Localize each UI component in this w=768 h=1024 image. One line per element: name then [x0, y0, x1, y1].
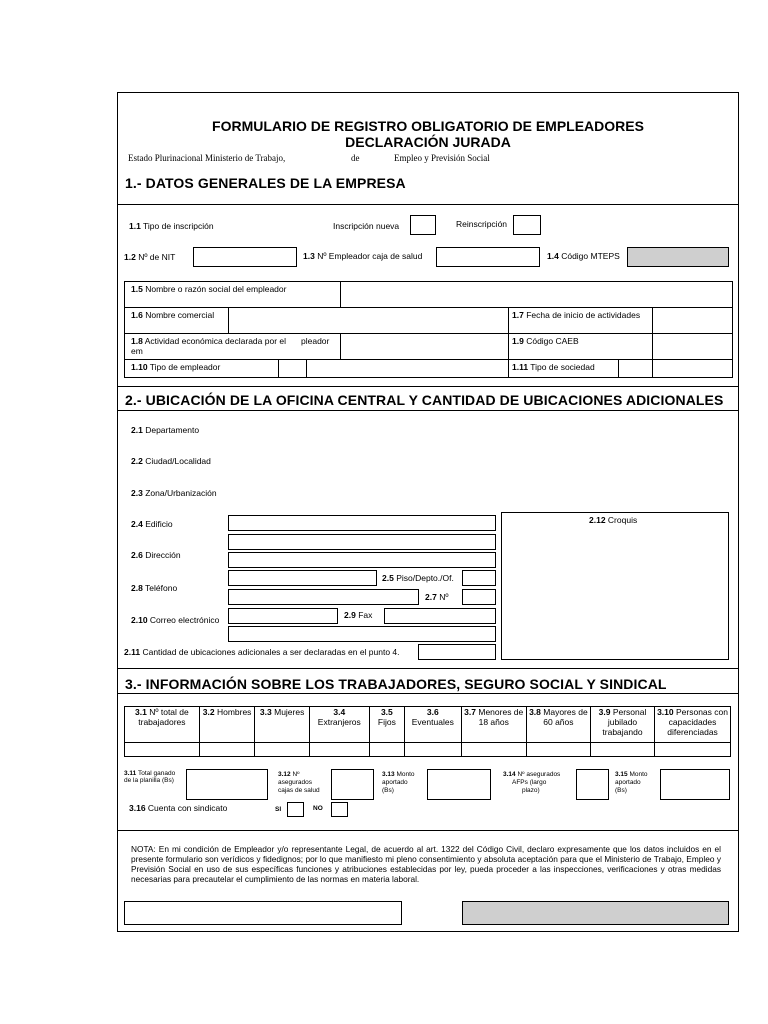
- field-label-3-12-c: cajas de salud: [278, 787, 320, 794]
- field-label-1-11: 1.11 Tipo de sociedad: [512, 362, 595, 372]
- column-number: 3.7: [464, 707, 476, 717]
- field-label-3-13: 3.13 Monto: [382, 771, 415, 778]
- grid-line: [618, 359, 619, 378]
- numero-input[interactable]: [462, 589, 496, 605]
- field-label-3-14-b: AFPs (largo: [512, 779, 547, 786]
- column-number: 3.2: [202, 707, 215, 717]
- column-header-3-4: [309, 707, 369, 743]
- section-1-title: 1.- DATOS GENERALES DE LA EMPRESA: [125, 175, 406, 191]
- grid-line: [508, 307, 509, 378]
- grid-line: [340, 333, 341, 359]
- field-label-1-1: 1.1 Tipo de inscripción: [129, 221, 214, 231]
- field-label-3-11: 3.11 Total ganado: [124, 770, 176, 777]
- checkbox-sindicato-no[interactable]: [331, 802, 348, 817]
- grid-line: [124, 359, 733, 360]
- field-label-1-5: 1.5 Nombre o razón social del empleador: [131, 284, 287, 294]
- official-stamp-field: [462, 901, 729, 925]
- label-si: SI: [275, 806, 282, 813]
- total-ganado-input[interactable]: [186, 769, 268, 800]
- column-header-3-1: [125, 707, 200, 743]
- column-number: 3.9: [598, 707, 611, 717]
- ministry-text-b: de: [351, 153, 360, 163]
- asegurados-afp-input[interactable]: [576, 769, 609, 800]
- column-header-3-5: [369, 707, 404, 743]
- column-label: Fijos: [377, 717, 396, 727]
- column-number: 3.6: [426, 707, 439, 717]
- legal-note: NOTA: En mi condición de Empleador y/o representante Legal, de acuerdo al art. 1322 del Código Civil, declaro expresamente que los datos incluidos en el presente formulario son verídicos y fidedignos; por lo que manifiesto mi pleno consentimiento y absoluta aceptación para que el Ministerio de Trabajo, Empleo y Previsión Social en uso de sus específicas funciones y atribuciones establecidas por ley, pueda proceder a las inspecciones, verificaciones y otras medidas necesarias para precautelar el cumplimiento de las normas en materia laboral.: [131, 844, 721, 884]
- table-cell-input[interactable]: [526, 743, 590, 757]
- field-label-2-5: 2.5 Piso/Depto./Of.: [382, 573, 454, 583]
- fax-input[interactable]: [384, 608, 496, 624]
- monto-afp-input[interactable]: [660, 769, 730, 800]
- label-inscripcion-nueva: Inscripción nueva: [333, 221, 400, 231]
- field-label-3-15-c: (Bs): [615, 787, 627, 794]
- field-label-2-10: 2.10 Correo electrónico: [131, 615, 220, 625]
- asegurados-cajas-input[interactable]: [331, 769, 374, 800]
- divider: [117, 668, 739, 669]
- grid-line: [306, 359, 307, 378]
- field-label-3-12-b: asegurados: [278, 779, 312, 786]
- column-label: Personal jubilado trabajando: [602, 707, 647, 737]
- section-2-title: 2.- UBICACIÓN DE LA OFICINA CENTRAL Y CANTIDAD DE UBICACIONES ADICIONALES: [125, 392, 724, 408]
- table-header-row: [125, 707, 731, 743]
- direccion-input-2[interactable]: [228, 552, 496, 568]
- grid-line: [228, 307, 229, 333]
- column-header-3-8: [526, 707, 590, 743]
- field-label-1-8: 1.8 Actividad económica declarada por el: [131, 336, 287, 346]
- divider: [117, 386, 739, 387]
- label-no: NO: [313, 805, 323, 812]
- section-3-title: 3.- INFORMACIÓN SOBRE LOS TRABAJADORES, SEGURO SOCIAL Y SINDICAL: [125, 676, 667, 692]
- table-cell-input[interactable]: [655, 743, 731, 757]
- field-label-2-3: 2.3 Zona/Urbanización: [131, 488, 217, 498]
- table-row: [125, 743, 731, 757]
- field-label-3-14: 3.14 Nº asegurados: [503, 771, 561, 778]
- table-cell-input[interactable]: [461, 743, 526, 757]
- ministry-text-a: Estado Plurinacional Ministerio de Trabajo,: [128, 153, 286, 163]
- field-label-3-14-c: plazo): [522, 787, 540, 794]
- telefono-input-2[interactable]: [228, 589, 419, 605]
- table-cell-input[interactable]: [309, 743, 369, 757]
- nit-input[interactable]: [193, 247, 297, 267]
- monto-aportado-input[interactable]: [427, 769, 491, 800]
- checkbox-inscripcion-nueva[interactable]: [410, 215, 436, 235]
- column-number: 3.1: [135, 707, 147, 717]
- piso-input[interactable]: [462, 570, 496, 586]
- telefono-input[interactable]: [228, 570, 377, 586]
- column-label: Nº total de trabajadores: [138, 707, 189, 727]
- field-label-3-16: 3.16 Cuenta con sindicato: [129, 803, 228, 813]
- field-label-2-2: 2.2 Ciudad/Localidad: [131, 456, 211, 466]
- edificio-input[interactable]: [228, 515, 496, 531]
- column-label: Mayores de 60 años: [543, 707, 588, 727]
- form-subtitle: DECLARACIÓN JURADA: [345, 134, 511, 150]
- field-label-1-9: 1.9 Código CAEB: [512, 336, 579, 346]
- table-cell-input[interactable]: [404, 743, 461, 757]
- column-number: 3.8: [529, 707, 541, 717]
- field-label-1-4: 1.4 Código MTEPS: [547, 251, 620, 261]
- field-label-2-6: 2.6 Dirección: [131, 550, 181, 560]
- field-label-2-12: 2.12 Croquis: [589, 515, 638, 525]
- signature-field[interactable]: [124, 901, 402, 925]
- field-label-1-8-cont: pleador: [301, 336, 330, 346]
- column-label: Extranjeros: [317, 717, 361, 727]
- trabajadores-table: [124, 706, 731, 757]
- grid-line: [278, 359, 279, 378]
- field-label-1-8-wrap: em: [131, 346, 143, 356]
- table-cell-input[interactable]: [125, 743, 200, 757]
- column-header-3-7: [461, 707, 526, 743]
- field-label-2-7: 2.7 Nº: [425, 592, 449, 602]
- field-label-3-11-b: de la planilla (Bs): [124, 777, 174, 784]
- grid-line: [340, 281, 341, 307]
- divider: [117, 693, 739, 694]
- divider: [117, 410, 739, 411]
- field-label-2-8: 2.8 Teléfono: [131, 583, 178, 593]
- correo-input[interactable]: [228, 608, 338, 624]
- field-label-3-15: 3.15 Monto: [615, 771, 648, 778]
- field-label-2-4: 2.4 Edificio: [131, 519, 173, 529]
- field-label-3-15-b: aportado: [615, 779, 641, 786]
- grid-line: [124, 333, 733, 334]
- form-title: FORMULARIO DE REGISTRO OBLIGATORIO DE EMPLEADORES: [212, 118, 644, 134]
- field-label-3-13-c: (Bs): [382, 787, 394, 794]
- divider: [117, 830, 739, 831]
- checkbox-reinscripcion[interactable]: [513, 215, 541, 235]
- column-label: Menores de 18 años: [478, 707, 524, 727]
- column-number: 3.5: [380, 707, 393, 717]
- field-label-2-11: 2.11 Cantidad de ubicaciones adicionales a ser declaradas en el punto 4.: [124, 647, 400, 657]
- column-number: 3.4: [333, 707, 346, 717]
- table-cell-input[interactable]: [369, 743, 404, 757]
- column-label: Eventuales: [411, 717, 454, 727]
- croquis-box[interactable]: [501, 512, 729, 660]
- field-label-1-6: 1.6 Nombre comercial: [131, 310, 215, 320]
- label-reinscripcion: Reinscripción: [456, 219, 508, 229]
- column-header-3-6: [404, 707, 461, 743]
- field-label-1-3: 1.3 Nº Empleador caja de salud: [303, 251, 423, 261]
- direccion-input-1[interactable]: [228, 534, 496, 550]
- ubicaciones-adicionales-input[interactable]: [418, 644, 496, 660]
- table-cell-input[interactable]: [199, 743, 255, 757]
- field-label-1-10: 1.10 Tipo de empleador: [131, 362, 221, 372]
- ministry-text-c: Empleo y Previsión Social: [394, 153, 490, 163]
- column-number: 3.3: [259, 707, 272, 717]
- column-number: 3.10: [657, 707, 674, 717]
- caja-salud-input[interactable]: [436, 247, 540, 267]
- field-label-3-13-b: aportado: [382, 779, 408, 786]
- checkbox-sindicato-si[interactable]: [287, 802, 304, 817]
- divider: [117, 204, 739, 205]
- codigo-mteps-field: [627, 247, 729, 267]
- correo-input-2[interactable]: [228, 626, 496, 642]
- column-header-3-2: [199, 707, 255, 743]
- field-label-3-12: 3.12 Nº: [278, 771, 300, 778]
- column-label: Hombres: [216, 707, 252, 717]
- field-label-1-2: 1.2 Nº de NIT: [124, 252, 176, 262]
- column-header-3-10: [655, 707, 731, 743]
- table-cell-input[interactable]: [255, 743, 310, 757]
- column-header-3-9: [590, 707, 654, 743]
- column-label: Personas con capacidades diferenciadas: [667, 707, 728, 737]
- column-header-3-3: [255, 707, 310, 743]
- field-label-1-7: 1.7 Fecha de inicio de actividades: [512, 310, 641, 320]
- grid-line: [124, 307, 733, 308]
- column-label: Mujeres: [274, 707, 305, 717]
- table-cell-input[interactable]: [590, 743, 654, 757]
- grid-line: [652, 307, 653, 378]
- field-label-2-1: 2.1 Departamento: [131, 425, 200, 435]
- field-label-2-9: 2.9 Fax: [344, 610, 373, 620]
